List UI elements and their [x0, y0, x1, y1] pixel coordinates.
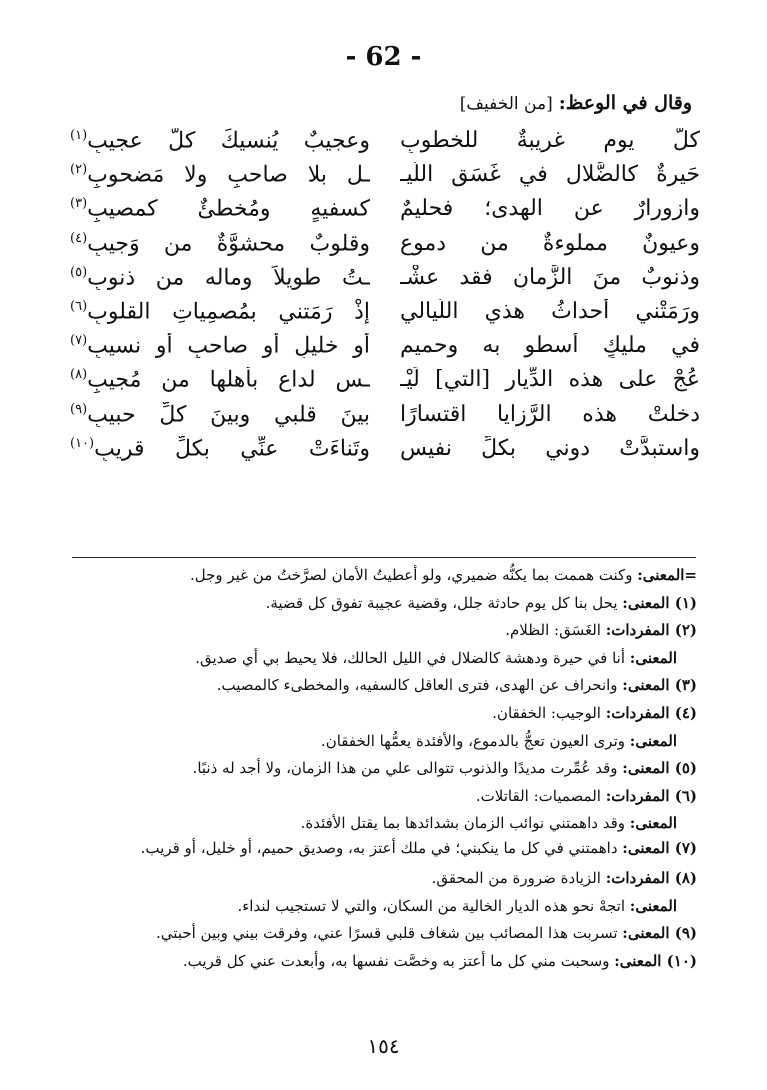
second-hemistich-text: أو خليلٍ أو صاحبٍ أو نسيبِ [87, 333, 370, 359]
footnote-text: تسربت هذا المصائب بين شغاف قلبي قسرًا عني، وفرقت بيني وبين أحبتي. [156, 924, 623, 943]
first-hemistich: دخلتْ هذه الرَّزايا اقتسارًا [400, 401, 700, 427]
intro-text: وقال في الوعظ: [558, 92, 692, 114]
footnote-text: المصميات: القاتلات. [475, 786, 606, 805]
first-hemistich: حَيرةٌ كالضَّلال في غَسَقِ اللَّيـ [400, 162, 700, 188]
poem [70, 128, 700, 470]
verse-line [70, 128, 700, 162]
footnote-marker: (٨) [70, 367, 88, 383]
footnote-label: المعنى: [629, 814, 677, 833]
footnote-marker: (١٠) [70, 435, 95, 451]
footnote-text: داهمتني في كل ما ينكبني؛ في ملك أعتز به، وصديق حميم، أو خليل، أو قريب. [140, 838, 623, 857]
footnote-text: وكنت هممت بما يكنُّه ضميري، ولو أعطيتُ الأمان لصرَّختُ من غير وجل. [189, 566, 638, 584]
second-hemistich [70, 436, 370, 461]
footnote-label: (٧) المعنى: [622, 838, 697, 857]
second-hemistich [70, 162, 370, 187]
second-hemistich [70, 402, 370, 427]
footnote-label: المعنى: [629, 731, 677, 750]
verse-line [70, 333, 700, 367]
footnote-entry [72, 893, 697, 921]
footnote-text: الغَسَق: الظلام. [505, 621, 606, 640]
footnote-marker: (٢) [70, 162, 88, 178]
second-hemistich [70, 367, 370, 392]
footnote-text: الوجيب: الخفقان. [492, 703, 606, 722]
first-hemistich: وازورارٌ عنِ الهدى؛ فحليمٌ [400, 196, 700, 222]
verse-line [70, 265, 700, 299]
footnote-label: (٥) المعنى: [622, 759, 697, 778]
footnote-marker: (٦) [70, 298, 88, 314]
first-hemistich: عُجْ على هذه الدِّيارِ [التي] لَيْـ [400, 367, 700, 393]
footnote-text: وقد عُمِّرت مديدًا والذنوب تتوالى علي من هذا الزمان، ولا أجد له ذنبًا. [192, 759, 623, 778]
footnote-label: (٤) المفردات: [605, 703, 697, 722]
footnote-marker: (٣) [70, 196, 88, 212]
second-hemistich [70, 231, 370, 256]
verse-line [70, 196, 700, 230]
first-hemistich: في مليكٍ أسطو به وحميمٍ [400, 333, 700, 359]
second-hemistich [70, 128, 370, 153]
verse-line [70, 367, 700, 401]
page-number-bottom: ١٥٤ [367, 1034, 400, 1058]
footnote-entry [72, 700, 697, 728]
footnote-label: (١) المعنى: [622, 593, 697, 612]
footnote-divider [72, 557, 696, 558]
footnote-entry [72, 838, 697, 859]
footnote-label: =المعنى: [637, 566, 697, 584]
footnote-label: المعنى: [629, 648, 677, 667]
footnote-label: (٦) المفردات: [605, 786, 697, 805]
footnote-marker: (٩) [70, 401, 88, 417]
second-hemistich-text: إذْ رَمَتني بمُصمِياتِ القلوبِ [87, 299, 370, 325]
footnote-label: المعنى: [629, 896, 677, 915]
second-hemistich [70, 333, 370, 358]
first-hemistich: وذنوبٌ منَ الزَّمانِ فقد عشْـ [400, 264, 700, 290]
second-hemistich-text: وتَناءَتْ عنِّي بكلِّ قريبِ [94, 436, 370, 462]
footnote-entry [72, 562, 697, 590]
verse-line [70, 231, 700, 265]
meter-label: [من الخفيف] [459, 94, 553, 114]
second-hemistich-text: ـل بلا صاحبٍ ولا مَضحوبِ [87, 162, 370, 188]
verse-line [70, 436, 700, 470]
footnote-entry [72, 920, 697, 948]
verse-line [70, 402, 700, 436]
footnote-marker: (٤) [70, 230, 88, 246]
footnote-entry [72, 728, 697, 756]
second-hemistich-text: ـتُ طويلاً وماله من ذنوبِ [87, 265, 370, 291]
footnote-text: وسحبت مني كل ما أعتز به وخصَّت نفسها به، وأبعدت عني كل قريب. [182, 951, 615, 970]
first-hemistich: ورَمَتْني أحداثُ هذي اللَّيالي [400, 298, 700, 324]
footnote-marker: (١) [70, 128, 88, 143]
poem-intro [460, 92, 692, 114]
footnote-marker: (٥) [70, 264, 88, 280]
second-hemistich [70, 265, 370, 290]
verse-line [70, 162, 700, 196]
footnote-marker: (٧) [70, 333, 88, 349]
first-hemistich: واستبدَّتْ دوني بكلِّ نفيسٍ [400, 435, 700, 461]
page-number-top: - 62 - [345, 42, 422, 72]
second-hemistich [70, 299, 370, 324]
second-hemistich-text: ـس لداعٍ بأهلها من مُجيبِ [87, 367, 370, 393]
footnote-entry [72, 672, 697, 700]
footnote-label: (٢) المفردات: [605, 621, 697, 640]
footnote-text: الزيادة ضرورة من المحقق. [431, 868, 606, 887]
footnote-entry [72, 617, 697, 645]
footnote-label: (٨) المفردات: [605, 868, 697, 887]
footnote-entry [72, 645, 697, 673]
second-hemistich-text: بينَ قلبي وبينَ كلِّ حبيبِ [87, 401, 370, 427]
footnote-text: وقد داهمتني نوائب الزمان بشدائدها بما يقتل الأفئدة. [300, 814, 630, 833]
footnote-label: (٩) المعنى: [622, 924, 697, 943]
second-hemistich [70, 196, 370, 221]
footnote-entry [72, 755, 697, 783]
second-hemistich-text: وعجيبٌ يُنسيكَ كلَّ عجيبِ [87, 128, 370, 154]
footnote-text: يحل بنا كل يوم حادثة جلل، وقضية عجيبة تفوق كل قضية. [265, 593, 623, 612]
footnote-entry [72, 590, 697, 618]
footnote-entry [72, 865, 697, 893]
footnote-text: اتجهْ نحو هذه الديار الخالية من السكان، والتي لا تستجيب لنداء. [237, 896, 630, 915]
first-hemistich: وعيونٌ مملوءةٌ من دموعٍ [400, 230, 700, 256]
footnote-entry [72, 948, 697, 976]
footnote-text: وترى العيون تعجُّ بالدموع، والأفئدة يعمُّها الخفقان. [320, 731, 630, 750]
footnotes [72, 562, 697, 975]
footnote-entry [72, 810, 697, 838]
verse-line [70, 299, 700, 333]
second-hemistich-text: وقلوبٌ محشوَّةٌ من وَجيبِ [87, 230, 370, 256]
footnote-label: (١٠) المعنى: [614, 951, 697, 970]
footnote-text: أنا في حيرة ودهشة كالضلال في الليل الحالك، فلا يحيط بي أي صديق. [195, 648, 630, 667]
second-hemistich-text: كسفيهٍ ومُخطئٌ كمصيبِ [87, 196, 370, 222]
footnote-label: (٣) المعنى: [622, 676, 697, 695]
footnote-text: وانحراف عن الهدى، فترى العاقل كالسفيه، والمخطىء كالمصيب. [216, 676, 623, 695]
first-hemistich: كلُّ يوم غريبةٌ للخطوبِ [400, 128, 700, 153]
footnote-entry [72, 783, 697, 811]
